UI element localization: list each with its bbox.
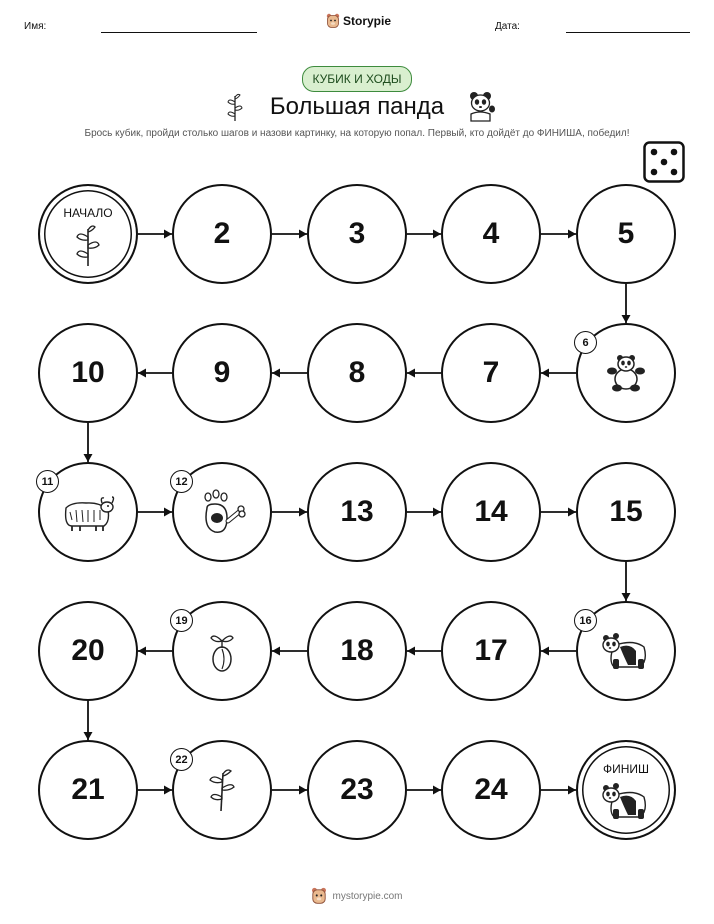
cell-number: 7	[482, 356, 500, 389]
board-cell-9[interactable]	[172, 323, 272, 423]
arrow-head-icon	[407, 369, 415, 378]
arrow-head-icon	[622, 593, 631, 601]
board-cell-8[interactable]	[307, 323, 407, 423]
board-cell-2[interactable]	[172, 184, 272, 284]
cell-number: 14	[474, 495, 508, 528]
board-cell-10[interactable]	[38, 323, 138, 423]
board-cell-14[interactable]	[441, 462, 541, 562]
board-cell-17[interactable]	[441, 601, 541, 701]
board-cell-16[interactable]	[576, 601, 676, 701]
arrow-head-icon	[622, 315, 631, 323]
board-cell-7[interactable]	[441, 323, 541, 423]
panda-icon	[600, 781, 652, 821]
cell-number: 2	[213, 217, 231, 250]
arrow-head-icon	[272, 647, 280, 656]
panda-icon	[600, 631, 652, 671]
footer	[0, 887, 714, 905]
board-cell-19[interactable]	[172, 601, 272, 701]
board-cell-5[interactable]	[576, 184, 676, 284]
arrow-head-icon	[568, 508, 576, 517]
cell-number: 5	[617, 217, 635, 250]
start-label: НАЧАЛО	[63, 206, 113, 220]
cell-number-badge: 22	[170, 748, 193, 771]
board-cell-18[interactable]	[307, 601, 407, 701]
start-cell[interactable]	[38, 184, 138, 284]
finish-cell[interactable]	[576, 740, 676, 840]
arrow-head-icon	[84, 454, 93, 462]
arrow-head-icon	[164, 786, 172, 795]
board-cell-6[interactable]	[576, 323, 676, 423]
board-cell-3[interactable]	[307, 184, 407, 284]
brand-name: Storypie	[343, 14, 392, 28]
arrow-head-icon	[299, 230, 307, 239]
arrow-head-icon	[272, 369, 280, 378]
arrow-head-icon	[433, 786, 441, 795]
arrow-head-icon	[84, 732, 93, 740]
cell-number: 24	[474, 773, 508, 806]
cell-number: 4	[482, 217, 500, 250]
paw-bone-icon	[197, 488, 247, 536]
arrow-head-icon	[433, 230, 441, 239]
arrow-head-icon	[164, 230, 172, 239]
name-label: Имя:	[24, 21, 47, 32]
cell-number-badge: 19	[170, 609, 193, 632]
arrow-head-icon	[541, 647, 549, 656]
cell-number: 10	[71, 356, 105, 389]
arrow-head-icon	[299, 786, 307, 795]
board-cell-21[interactable]	[38, 740, 138, 840]
board-cell-20[interactable]	[38, 601, 138, 701]
arrow-head-icon	[407, 647, 415, 656]
board-cell-11[interactable]	[38, 462, 138, 562]
footer-logo-icon	[311, 887, 327, 905]
cell-number-badge: 16	[574, 609, 597, 632]
cell-number: 18	[340, 634, 374, 667]
bamboo-icon	[205, 768, 239, 812]
board-cell-15[interactable]	[576, 462, 676, 562]
arrow-head-icon	[433, 508, 441, 517]
cell-number-badge: 12	[170, 470, 193, 493]
cell-number: 9	[213, 356, 231, 389]
sprout-icon	[71, 223, 105, 267]
cell-number: 23	[340, 773, 374, 806]
cell-number-badge: 6	[574, 331, 597, 354]
page-title: Большая панда	[269, 93, 445, 120]
board-cell-22[interactable]	[172, 740, 272, 840]
instructions: Брось кубик, пройди столько шагов и назови картинку, на которую попал. Первый, кто дойдёт до ФИНИША, победил!	[84, 128, 630, 139]
cell-number: 3	[348, 217, 366, 250]
seed-sprout-icon	[207, 628, 237, 674]
arrow-head-icon	[138, 369, 146, 378]
board-cell-12[interactable]	[172, 462, 272, 562]
arrow-head-icon	[541, 369, 549, 378]
cell-number: 17	[474, 634, 508, 667]
board-cell-4[interactable]	[441, 184, 541, 284]
date-label: Дата:	[495, 21, 520, 32]
cell-number: 15	[609, 495, 643, 528]
yak-icon	[60, 492, 116, 532]
arrow-head-icon	[138, 647, 146, 656]
cell-number: 21	[71, 773, 105, 806]
activity-tag: КУБИК И ХОДЫ	[302, 66, 412, 92]
arrow-head-icon	[299, 508, 307, 517]
panda-lying-icon	[604, 353, 648, 393]
cell-number-badge: 11	[36, 470, 59, 493]
cell-number: 8	[348, 356, 366, 389]
board-cell-13[interactable]	[307, 462, 407, 562]
finish-label: ФИНИШ	[602, 762, 650, 776]
arrow-head-icon	[164, 508, 172, 517]
arrow-head-icon	[568, 786, 576, 795]
cell-number: 13	[340, 495, 374, 528]
cell-number: 20	[71, 634, 105, 667]
board-cell-23[interactable]	[307, 740, 407, 840]
board-cell-24[interactable]	[441, 740, 541, 840]
footer-url[interactable]: mystorypie.com	[332, 890, 403, 902]
arrow-head-icon	[568, 230, 576, 239]
